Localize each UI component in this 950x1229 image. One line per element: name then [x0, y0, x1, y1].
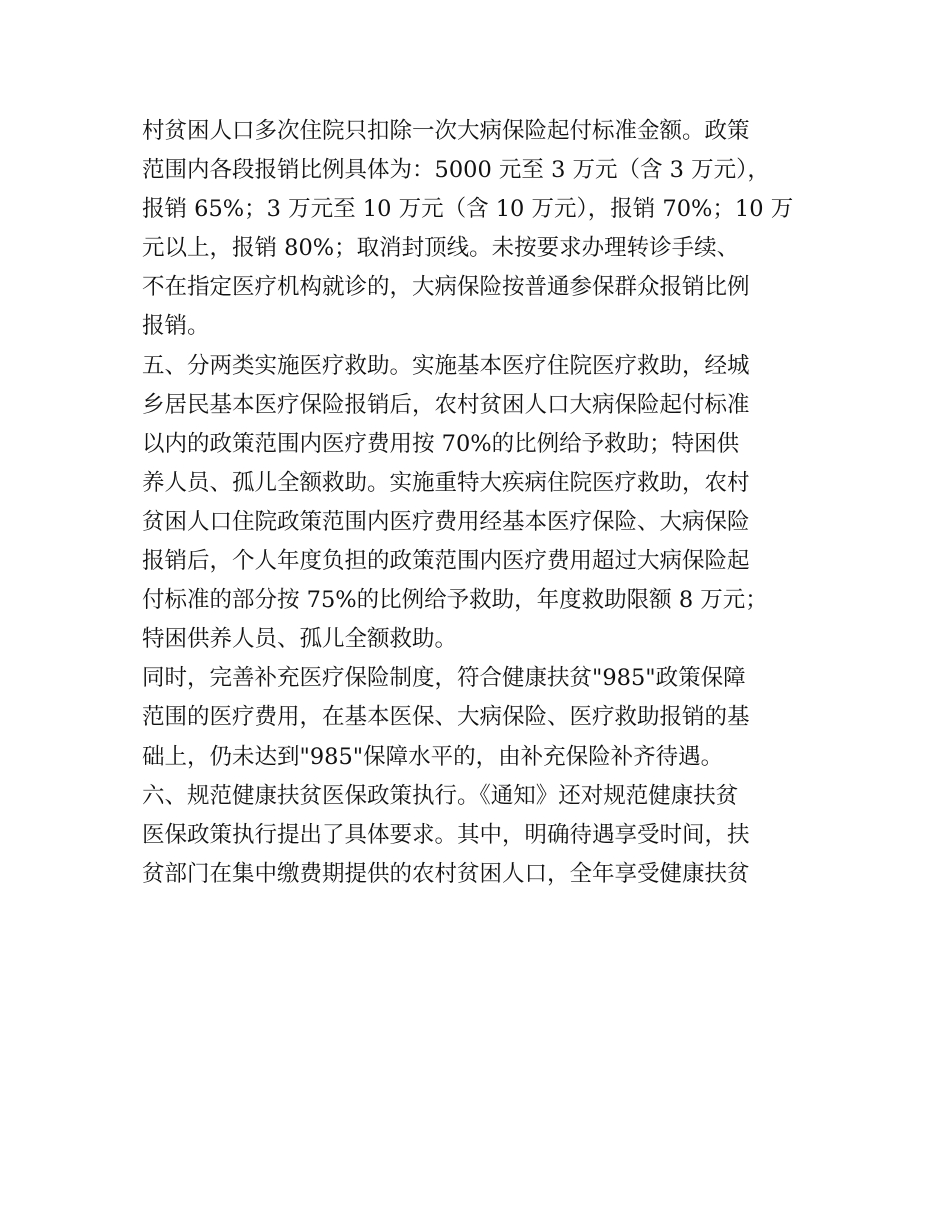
text-line: 报销。 [142, 313, 210, 340]
text-line: 村贫困人口多次住院只扣除一次大病保险起付标准金额。政策 [142, 118, 750, 144]
text-line: 同时，完善补充医疗保险制度，符合健康扶贫"985"政策保障 [142, 665, 746, 692]
text-line: 报销 65%；3 万元至 10 万元（含 10 万元），报销 70%；10 万 [142, 196, 794, 223]
text-line: 元以上，报销 80%；取消封顶线。未按要求办理转诊手续、 [142, 235, 740, 262]
text-line: 贫困人口住院政策范围内医疗费用经基本医疗保险、大病保险 [142, 508, 750, 535]
text-line: 范围的医疗费用，在基本医保、大病保险、医疗救助报销的基 [142, 704, 750, 731]
text-line: 付标准的部分按 75%的比例给予救助，年度救助限额 8 万元； [142, 587, 768, 614]
text-line: 报销后，个人年度负担的政策范围内医疗费用超过大病保险起 [142, 548, 750, 575]
text-line: 以内的政策范围内医疗费用按 70%的比例给予救助；特困供 [142, 430, 740, 457]
text-line: 乡居民基本医疗保险报销后，农村贫困人口大病保险起付标准 [142, 391, 750, 418]
text-line: 贫部门在集中缴费期提供的农村贫困人口，全年享受健康扶贫 [142, 860, 750, 887]
document-body [142, 112, 822, 894]
text-line: 不在指定医疗机构就诊的，大病保险按普通参保群众报销比例 [142, 274, 750, 301]
text-line: 养人员、孤儿全额救助。实施重特大疾病住院医疗救助，农村 [142, 469, 750, 496]
text-line: 范围内各段报销比例具体为：5000 元至 3 万元（含 3 万元）， [142, 157, 770, 184]
text-line: 五、分两类实施医疗救助。实施基本医疗住院医疗救助，经城 [142, 352, 750, 379]
text-line: 医保政策执行提出了具体要求。其中，明确待遇享受时间，扶 [142, 821, 750, 848]
text-line: 六、规范健康扶贫医保政策执行。《通知》还对规范健康扶贫 [142, 782, 739, 809]
text-line: 础上，仍未达到"985"保障水平的，由补充保险补齐待遇。 [142, 743, 724, 770]
text-line: 特困供养人员、孤儿全额救助。 [142, 626, 458, 653]
